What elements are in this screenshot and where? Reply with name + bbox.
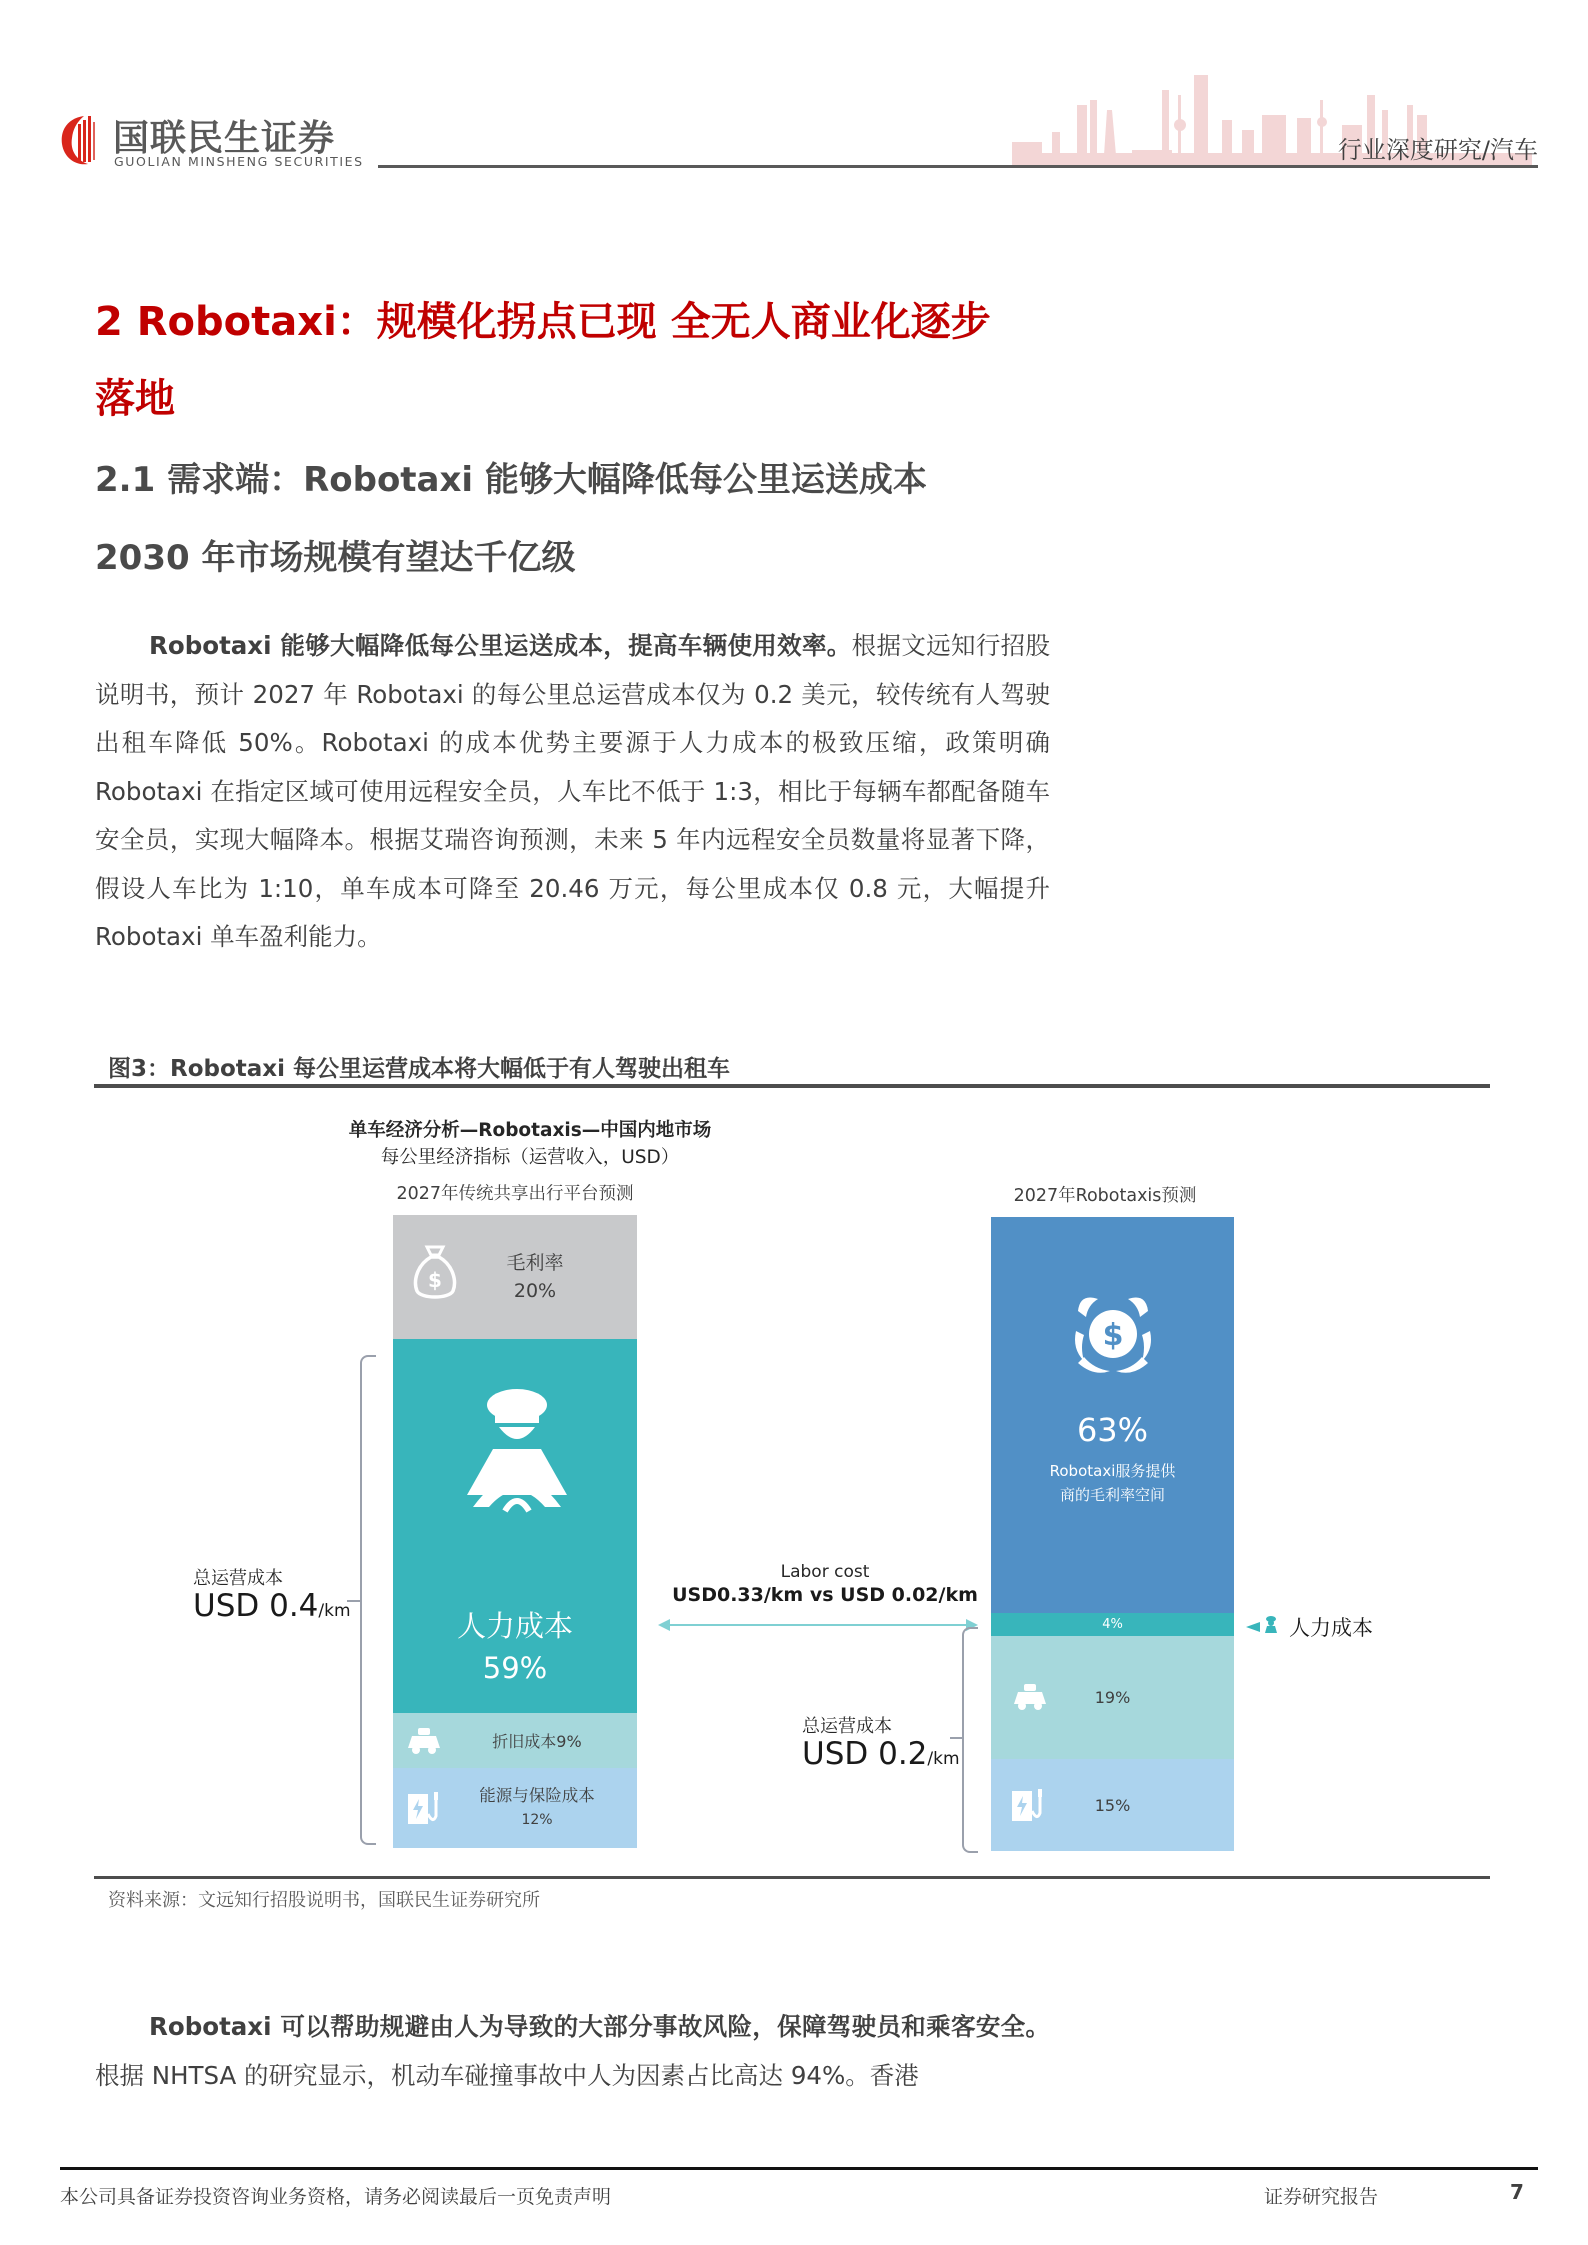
legend-labor-label: 人力成本 (1289, 1616, 1373, 1640)
left-depreciation-label: 折旧成本9% (492, 1732, 582, 1751)
right-total-value (802, 1736, 960, 1772)
svg-text:$: $ (1102, 1318, 1123, 1353)
left-bar-caption: 2027年传统共享出行平台预测 (396, 1184, 634, 1204)
paragraph-text: 根据 NHTSA 的研究显示，机动车碰撞事故中人为因素占比高达 94%。香港 (95, 2060, 919, 2090)
car-icon (407, 1726, 441, 1760)
labor-cost-label: Labor cost (780, 1562, 870, 1582)
left-margin-label: 毛利率 (506, 1252, 564, 1274)
right-labor-value: 4% (1102, 1617, 1123, 1632)
charging-station-icon (407, 1790, 441, 1830)
money-laurel-icon (1070, 1291, 1156, 1381)
report-category: 行业深度研究/汽车 (1337, 136, 1538, 164)
right-energy-value: 15% (1094, 1795, 1131, 1815)
money-bag-icon (411, 1243, 459, 1307)
chart-subtitle: 每公里经济指标（运营收入，USD） (380, 1147, 680, 1168)
right-total-label: 总运营成本 (802, 1716, 892, 1737)
arrow-left-icon (658, 1619, 670, 1631)
left-total-amount: USD 0.4 (193, 1588, 319, 1624)
left-total-unit: /km (318, 1601, 351, 1621)
right-total-unit: /km (927, 1749, 960, 1769)
charging-station-icon (1011, 1787, 1045, 1827)
figure-top-rule (94, 1084, 1490, 1088)
car-icon (1013, 1682, 1047, 1716)
paragraph-text: 根据文远知行招股说明书，预计 2027 年 Robotaxi 的每公里总运营成本仅为 0.2 美元，较传统有人驾驶出租车降低 50%。Robotaxi 的成本优势主要源于人力成本的极致压缩，政策明确 Robotaxi 在指定区域可使用远程安全员，人车比不低于 1:3，相比于每辆车都配备随车安全员，实现大幅降本。根据艾瑞咨询预测，未来 5 年内远程安全员数量将显著下降，假设人车比为 1:10，单车成本可降至 20.46 万元，每公里成本仅 0.8 元，大幅提升 Robotaxi 单车盈利能力。 (95, 631, 1051, 951)
figure-source: 资料来源：文远知行招股说明书，国联民生证券研究所 (108, 1890, 540, 1911)
right-segment-margin (991, 1217, 1234, 1613)
section-heading-line2: 落地 (95, 376, 175, 422)
labor-legend (1246, 1612, 1373, 1642)
left-total-value (193, 1588, 351, 1624)
header-divider (378, 165, 1538, 168)
right-total-brace (962, 1627, 978, 1853)
figure-title: 图3：Robotaxi 每公里运营成本将大幅低于有人驾驶出租车 (108, 1056, 731, 1082)
body-paragraph-cost (95, 622, 1050, 962)
right-total-amount: USD 0.2 (802, 1736, 928, 1772)
right-margin-value: 63% (1076, 1411, 1149, 1449)
left-segment-depreciation (393, 1713, 637, 1768)
svg-text:$: $ (428, 1268, 442, 1292)
labor-comparison-arrow (664, 1624, 970, 1626)
left-energy-value: 12% (521, 1812, 553, 1828)
left-total-label: 总运营成本 (193, 1568, 283, 1589)
left-margin-value: 20% (513, 1280, 557, 1302)
right-segment-depreciation (991, 1636, 1234, 1759)
left-total-brace (360, 1355, 376, 1845)
right-segment-energy (991, 1759, 1234, 1851)
labor-cost-value: USD0.33/km vs USD 0.02/km (672, 1584, 978, 1606)
footer-report-type: 证券研究报告 (1264, 2186, 1379, 2208)
right-segment-labor (991, 1613, 1234, 1636)
left-segment-margin (393, 1215, 637, 1339)
legend-pointer-icon (1246, 1622, 1260, 1632)
footer-disclaimer: 本公司具备证券投资咨询业务资格，请务必阅读最后一页免责声明 (60, 2186, 612, 2208)
paragraph-lead: Robotaxi 能够大幅降低每公里运送成本，提高车辆使用效率。 (149, 631, 852, 660)
right-depreciation-value: 19% (1094, 1688, 1131, 1707)
right-bar-caption: 2027年Robotaxis预测 (1013, 1186, 1197, 1206)
company-name-cn: 国联民生证券 (113, 118, 336, 159)
driver-icon (1263, 1616, 1279, 1638)
chart-title: 单车经济分析—Robotaxis—中国内地市场 (348, 1120, 712, 1141)
driver-icon (465, 1387, 569, 1531)
footer-divider (60, 2167, 1538, 2170)
right-margin-desc: Robotaxi服务提供商的毛利率空间 (1049, 1462, 1176, 1504)
paragraph-lead: Robotaxi 可以帮助规避由人为导致的大部分事故风险，保障驾驶员和乘客安全。 (149, 2012, 1050, 2041)
subsection-heading-line2: 2030 年市场规模有望达千亿级 (95, 538, 576, 578)
company-logo-icon (58, 112, 110, 164)
left-energy-label: 能源与保险成本 (479, 1786, 595, 1805)
company-name-en: GUOLIAN MINSHENG SECURITIES (114, 154, 364, 169)
figure-bottom-rule (94, 1876, 1490, 1879)
left-stacked-bar (393, 1215, 637, 1848)
body-paragraph-safety (95, 2003, 1050, 2100)
section-heading-line1: 2 Robotaxi：规模化拐点已现 全无人商业化逐步 (95, 299, 991, 345)
right-stacked-bar (991, 1217, 1234, 1851)
left-segment-labor (393, 1339, 637, 1713)
subsection-heading-line1: 2.1 需求端：Robotaxi 能够大幅降低每公里运送成本 (95, 460, 927, 500)
page-number: 7 (1510, 2180, 1524, 2204)
left-labor-label: 人力成本 (456, 1609, 573, 1643)
left-labor-value: 59% (482, 1651, 548, 1685)
left-segment-energy (393, 1768, 637, 1848)
